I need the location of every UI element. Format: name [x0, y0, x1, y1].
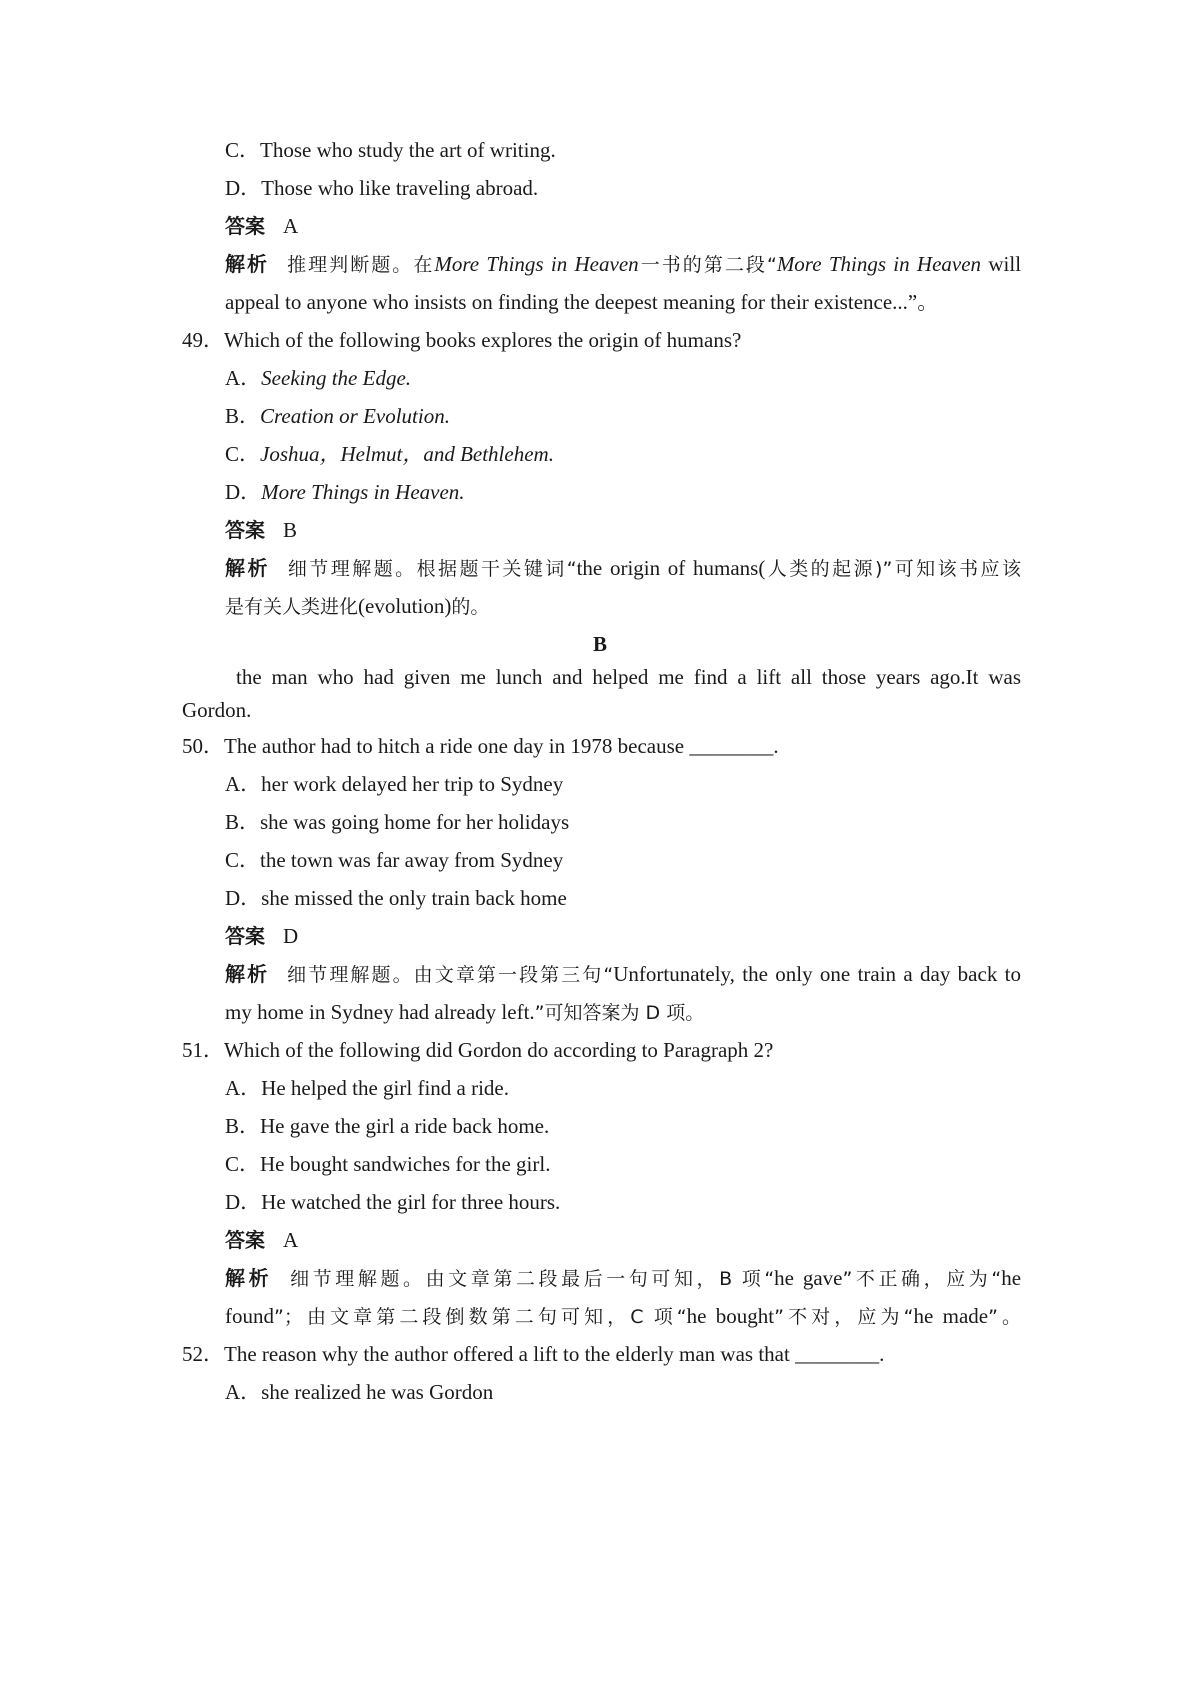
q49-stem: 49．Which of the following books explores the origin of humans? [182, 328, 742, 352]
q48-option-d: D．Those who like traveling abroad. [225, 176, 539, 200]
option-text: Seeking the Edge. [261, 366, 412, 390]
analysis-label: 解析 [225, 1266, 273, 1290]
option-prefix: A． [225, 366, 262, 390]
q49-option-b [225, 406, 450, 427]
analysis-text: (evolution) [358, 594, 452, 618]
q50-option-a: A．her work delayed her trip to Sydney [225, 772, 564, 796]
book-title: More Things in Heaven [434, 252, 639, 276]
option-text: Joshua，Helmut，and Bethlehem. [260, 442, 554, 466]
option-text: More Things in Heaven. [261, 480, 465, 504]
q50-analysis-line1 [225, 964, 1021, 985]
q49-option-a [225, 368, 411, 389]
answer-value: D [283, 924, 299, 948]
answer-label: 答案 [225, 214, 265, 238]
q48-analysis-line1 [225, 254, 1021, 275]
q50-option-d: D．she missed the only train back home [225, 886, 567, 910]
analysis-text: )”可知该书应该 [875, 558, 1021, 580]
q49-analysis-line1 [225, 558, 1021, 579]
analysis-text: 人类的起源 [765, 558, 876, 580]
q51-analysis-line1 [225, 1268, 1021, 1289]
option-text: Creation or Evolution. [260, 404, 450, 428]
q52-stem: 52．The reason why the author offered a lift to the elderly man was that ________. [182, 1342, 885, 1366]
q48-option-c: C．Those who study the art of writing. [225, 138, 556, 162]
passage-line2: Gordon. [182, 698, 252, 722]
analysis-text: Unfortunately, the only one train a day back to [613, 962, 1021, 986]
q50-answer [225, 926, 298, 947]
option-prefix: C． [225, 442, 261, 466]
q50-stem: 50．The author had to hitch a ride one day in 1978 because ________. [182, 734, 779, 758]
q51-option-b: B．He gave the girl a ride back home. [225, 1114, 550, 1138]
analysis-text: ”；由文章第二段倒数第二句可知，C 项“ [274, 1306, 687, 1328]
analysis-text: he made [913, 1304, 989, 1328]
analysis-text: he bought [686, 1304, 775, 1328]
analysis-text: 一书的第二段“ [638, 254, 777, 276]
q51-answer [225, 1230, 298, 1251]
answer-value: A [283, 214, 299, 238]
q50-option-b: B．she was going home for her holidays [225, 810, 570, 834]
analysis-text: 的。 [451, 596, 490, 618]
analysis-text: will [981, 252, 1022, 276]
analysis-text: 推理判断题。在 [287, 254, 435, 276]
answer-value: B [283, 518, 298, 542]
analysis-text: 细节理解题。由文章第一段第三句“ [287, 964, 614, 986]
q49-answer [225, 520, 297, 541]
q52-option-a: A．she realized he was Gordon [225, 1380, 494, 1404]
book-title: More Things in Heaven [776, 252, 982, 276]
q51-option-c: C．He bought sandwiches for the girl. [225, 1152, 551, 1176]
section-heading: B [592, 632, 607, 656]
analysis-label: 解析 [225, 556, 270, 580]
q50-analysis-line2 [225, 1002, 704, 1023]
analysis-label: 解析 [225, 962, 270, 986]
answer-value: A [283, 1228, 299, 1252]
analysis-text: the origin of humans( [576, 556, 766, 580]
q51-analysis-line2 [225, 1306, 1021, 1327]
q48-answer [225, 216, 298, 237]
option-prefix: B． [225, 404, 261, 428]
answer-label: 答案 [225, 518, 265, 542]
answer-label: 答案 [225, 1228, 265, 1252]
analysis-text: ”不对，应为“ [774, 1306, 914, 1328]
q49-analysis-line2 [225, 596, 489, 617]
analysis-label: 解析 [225, 252, 270, 276]
q49-option-c [225, 444, 554, 465]
analysis-text: ”可知答案为 D 项。 [534, 1002, 705, 1024]
q50-option-c: C．the town was far away from Sydney [225, 848, 564, 872]
analysis-text: ”不正确，应为“ [842, 1268, 1002, 1290]
analysis-text: found [225, 1304, 274, 1328]
passage-line1: the man who had given me lunch and helped me find a lift all those years ago.It was [236, 665, 1021, 689]
analysis-text: my home in Sydney had already left. [225, 1000, 535, 1024]
answer-label: 答案 [225, 924, 265, 948]
analysis-text: ”。 [988, 1306, 1022, 1328]
q51-option-d: D．He watched the girl for three hours. [225, 1190, 561, 1214]
option-prefix: D． [225, 480, 262, 504]
q51-stem: 51．Which of the following did Gordon do according to Paragraph 2? [182, 1038, 774, 1062]
analysis-text: 是有关人类进化 [225, 596, 359, 618]
analysis-text: 细节理解题。根据题干关键词“ [287, 558, 577, 580]
q48-analysis-line2: appeal to anyone who insists on finding the deepest meaning for their existence...”。 [225, 290, 939, 314]
q51-option-a: A．He helped the girl find a ride. [225, 1076, 509, 1100]
analysis-text: he gave [774, 1266, 843, 1290]
analysis-text: 细节理解题。由文章第二段最后一句可知，B 项“ [290, 1268, 775, 1290]
q49-option-d [225, 482, 465, 503]
analysis-text: he [1001, 1266, 1022, 1290]
